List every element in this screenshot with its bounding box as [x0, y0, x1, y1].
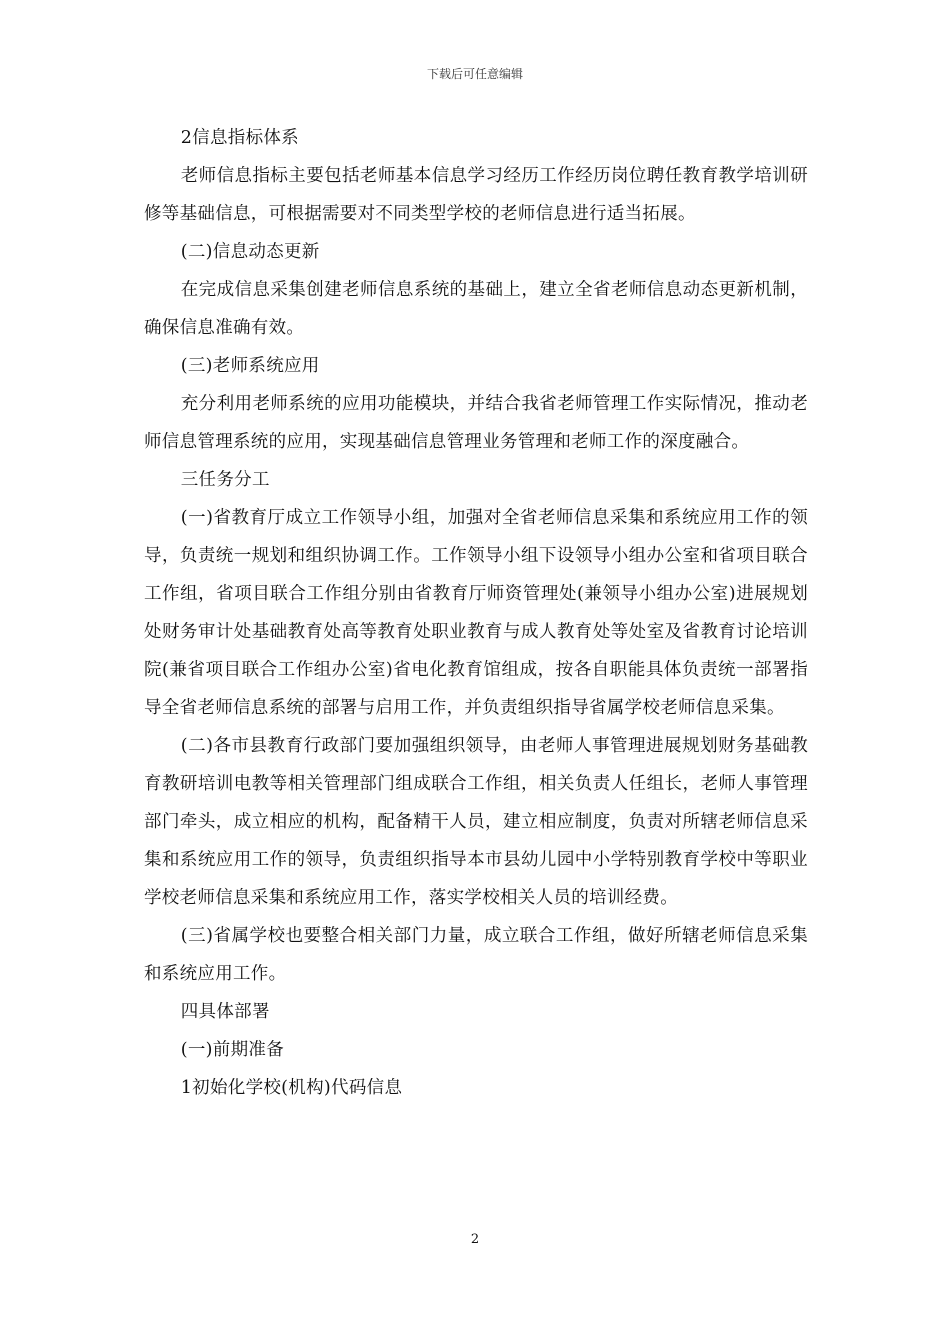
section-heading-info-index: 2信息指标体系	[180, 128, 299, 148]
section-heading-preparation: (一)前期准备	[180, 1040, 285, 1060]
paragraph-task-division-3: (三)省属学校也要整合相关部门力量，成立联合工作组，做好所辖老师信息采集和系统应用工作。	[144, 926, 808, 984]
section-heading-system-application: (三)老师系统应用	[180, 356, 320, 376]
section-heading-school-code: 1初始化学校(机构)代码信息	[180, 1078, 403, 1098]
paragraph-system-application: 充分利用老师系统的应用功能模块，并结合我省老师管理工作实际情况，推动老师信息管理系统的应用，实现基础信息管理业务管理和老师工作的深度融合。	[144, 394, 808, 452]
section-heading-dynamic-update: (二)信息动态更新	[180, 242, 320, 262]
page-number: 2	[470, 1232, 480, 1247]
document-body	[144, 119, 808, 1107]
paragraph-dynamic-update: 在完成信息采集创建老师信息系统的基础上，建立全省老师信息动态更新机制，确保信息准确有效。	[144, 280, 808, 338]
paragraph-task-division-2: (二)各市县教育行政部门要加强组织领导，由老师人事管理进展规划财务基础教育教研培训电教等相关管理部门组成联合工作组，相关负责人任组长，老师人事管理部门牵头，成立相应的机构，配备精干人员，建立相应制度，负责对所辖老师信息采集和系统应用工作的领导，负责组织指导本市县幼儿园中小学特别教育学校中等职业学校老师信息采集和系统应用工作，落实学校相关人员的培训经费。	[144, 736, 808, 908]
section-heading-task-division: 三任务分工	[180, 470, 270, 490]
section-heading-deployment: 四具体部署	[180, 1002, 270, 1022]
page-header: 下载后可任意编辑	[426, 67, 523, 81]
paragraph-task-division-1: (一)省教育厅成立工作领导小组，加强对全省老师信息采集和系统应用工作的领导，负责统一规划和组织协调工作。工作领导小组下设领导小组办公室和省项目联合工作组，省项目联合工作组分别由省教育厅师资管理处(兼领导小组办公室)进展规划处财务审计处基础教育处高等教育处职业教育与成人教育处等处室及省教育讨论培训院(兼省项目联合工作组办公室)省电化教育馆组成，按各自职能具体负责统一部署指导全省老师信息系统的部署与启用工作，并负责组织指导省属学校老师信息采集。	[144, 508, 808, 718]
paragraph-info-index: 老师信息指标主要包括老师基本信息学习经历工作经历岗位聘任教育教学培训研修等基础信息，可根据需要对不同类型学校的老师信息进行适当拓展。	[144, 166, 808, 224]
